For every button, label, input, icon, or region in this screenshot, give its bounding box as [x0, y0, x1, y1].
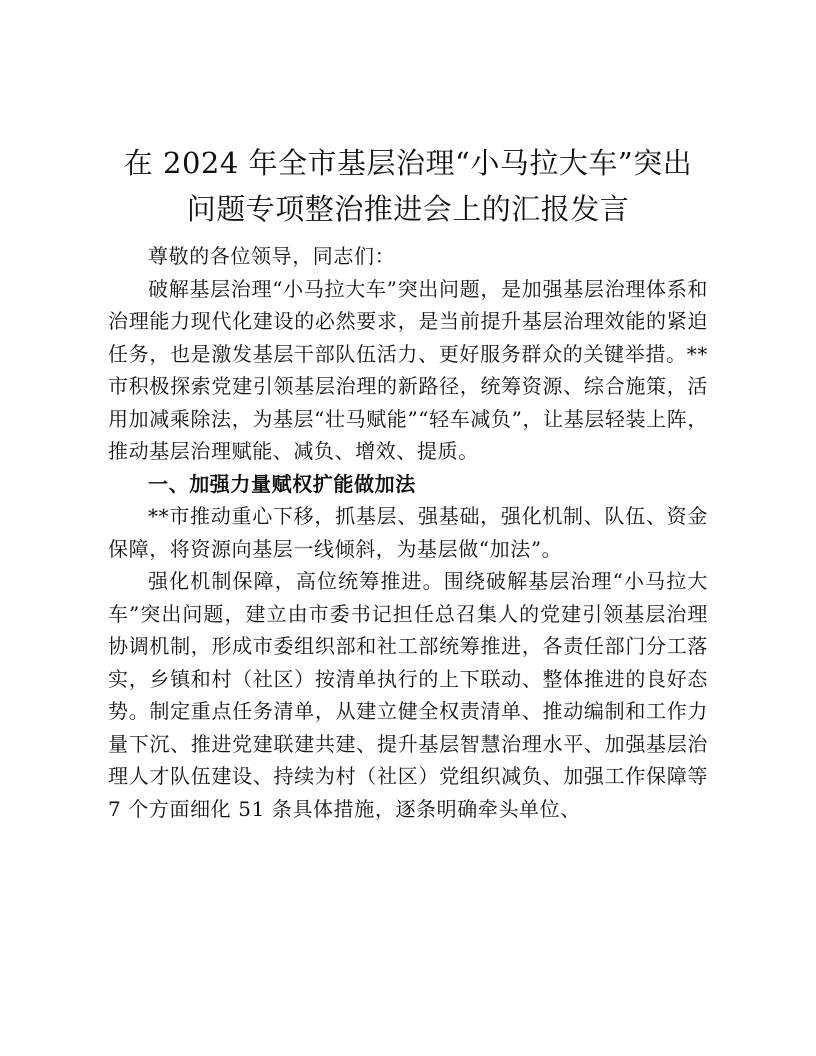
document-title [108, 140, 708, 232]
intro-paragraph: 破解基层治理“小马拉大车”突出问题，是加强基层治理体系和治理能力现代化建设的必然要求，是当前提升基层治理效能的紧迫任务，也是激发基层干部队伍活力、更好服务群众的关键举措。**市积极探索党建引领基层治理的新路径，统筹资源、综合施策，活用加减乘除法，为基层“壮马赋能”“轻车减负”，让基层轻装上阵，推动基层治理赋能、减负、增效、提质。 [108, 276, 708, 463]
section-1-paragraph-2: 强化机制保障，高位统筹推进。围绕破解基层治理“小马拉大车”突出问题，建立由市委书记担任总召集人的党建引领基层治理协调机制，形成市委组织部和社工部统筹推进，各责任部门分工落实，乡镇和村（社区）按清单执行的上下联动、整体推进的良好态势。制定重点任务清单，从建立健全权责清单、推动编制和工作力量下沉、推进党建联建共建、提升基层智慧治理水平、加强基层治理人才队伍建设、持续为村（社区）党组织减负、加强工作保障等 7 个方面细化 51 条具体措施，逐条明确牵头单位、 [108, 569, 708, 821]
document-title-line-1: 在 2024 年全市基层治理“小马拉大车”突出 [123, 146, 693, 180]
document-page [108, 140, 708, 825]
section-heading-1: 一、加强力量赋权扩能做加法 [148, 471, 416, 496]
salutation: 尊敬的各位领导，同志们： [148, 244, 396, 268]
document-title-line-2: 问题专项整治推进会上的汇报发言 [186, 192, 630, 226]
section-1-paragraph-1: **市推动重心下移，抓基层、强基础，强化机制、队伍、资金保障，将资源向基层一线倾斜，为基层做“加法”。 [108, 504, 708, 561]
document-body [108, 240, 708, 825]
